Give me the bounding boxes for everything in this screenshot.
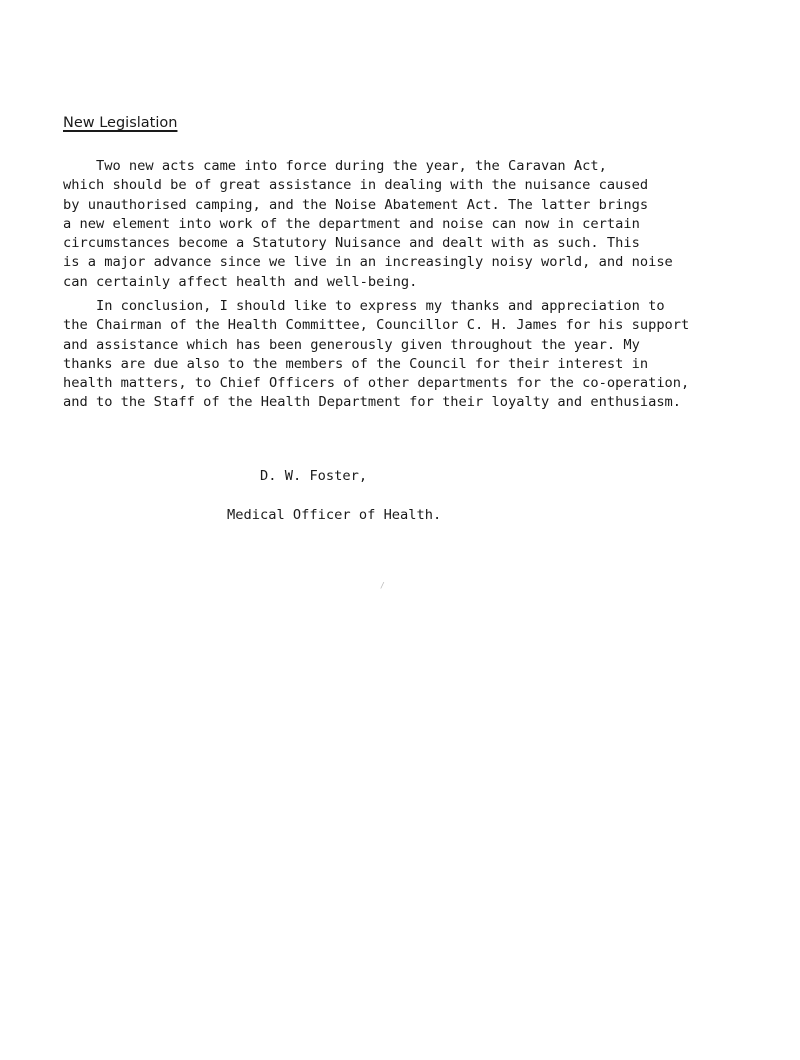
paragraph-line: Two new acts came into force during the year, the Caravan Act, bbox=[63, 158, 607, 174]
paragraph-line: by unauthorised camping, and the Noise Abatement Act. The latter brings bbox=[63, 196, 649, 213]
paragraph-line: In conclusion, I should like to express my thanks and appreciation to bbox=[63, 298, 665, 314]
paragraph-line: and to the Staff of the Health Department for their loyalty and enthusiasm. bbox=[63, 394, 682, 411]
section-heading: New Legislation bbox=[63, 115, 178, 131]
paragraph-line: a new element into work of the department and noise can now in certain bbox=[63, 215, 640, 232]
paragraph-line: health matters, to Chief Officers of other departments for the co-operation, bbox=[63, 375, 690, 392]
paragraph-conclusion bbox=[63, 297, 783, 413]
paragraph-legislation bbox=[63, 157, 783, 292]
paragraph-line: and assistance which has been generously given throughout the year. My bbox=[63, 336, 640, 353]
paragraph-line: which should be of great assistance in dealing with the nuisance caused bbox=[63, 177, 649, 194]
paragraph-line: circumstances become a Statutory Nuisance and dealt with as such. This bbox=[63, 235, 640, 252]
stray-mark: / bbox=[380, 581, 385, 590]
paragraph-line: is a major advance since we live in an increasingly noisy world, and noise bbox=[63, 254, 673, 271]
signature-title: Medical Officer of Health. bbox=[227, 507, 442, 523]
paragraph-line: the Chairman of the Health Committee, Councillor C. H. James for his support bbox=[63, 317, 690, 334]
paragraph-line: thanks are due also to the members of the Council for their interest in bbox=[63, 355, 649, 372]
signature-name: D. W. Foster, bbox=[260, 468, 368, 484]
paragraph-line: can certainly affect health and well-being. bbox=[63, 273, 418, 290]
